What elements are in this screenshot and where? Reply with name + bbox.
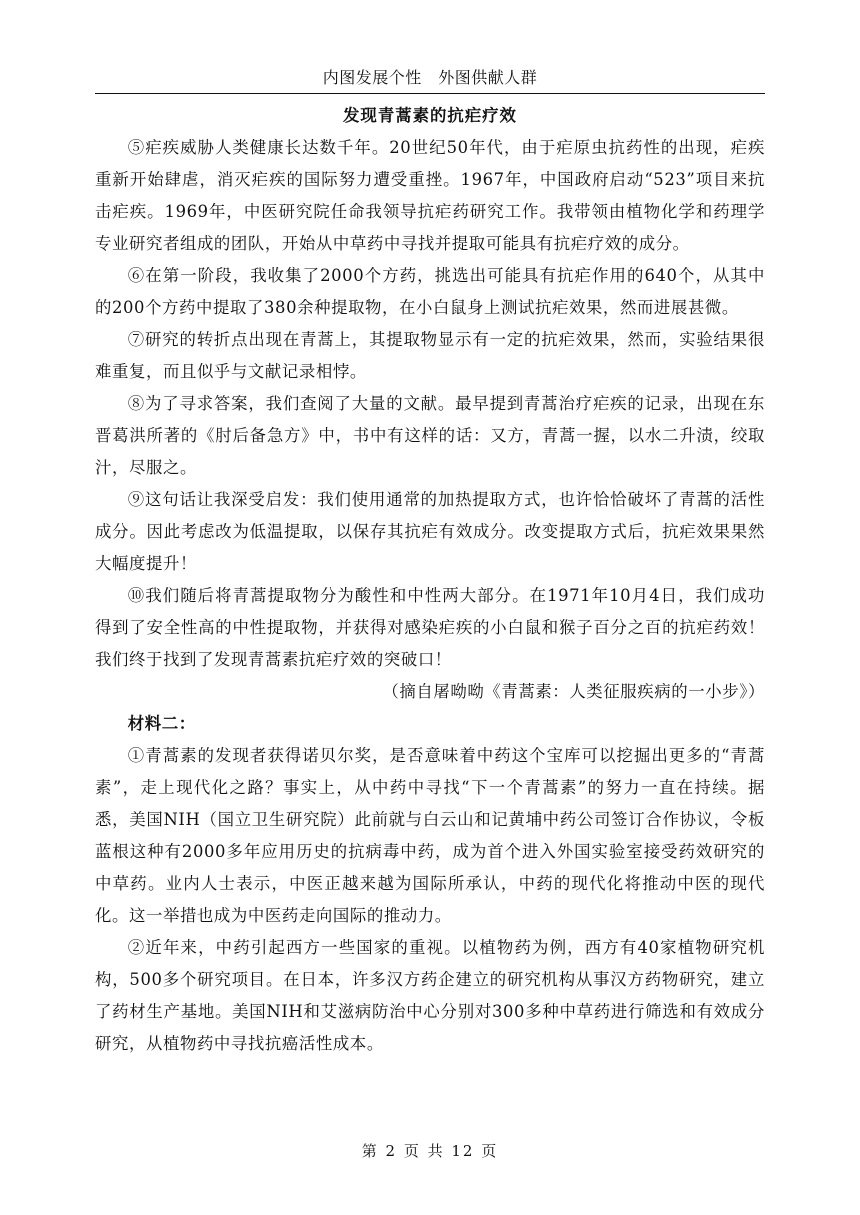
- paragraph-7: ⑦研究的转折点出现在青蒿上，其提取物显示有一定的抗疟效果，然而，实验结果很难重复，而且似乎与文献记录相悖。: [95, 330, 765, 381]
- paragraph-10: ⑩我们随后将青蒿提取物分为酸性和中性两大部分。在1971年10月4日，我们成功得到了安全性高的中性提取物，并获得对感染疟疾的小白鼠和猴子百分之百的抗疟药效！我们终于找到了发现青蒿素抗疟疗效的突破口！: [95, 586, 765, 669]
- material-two-paragraph-1: ①青蒿素的发现者获得诺贝尔奖，是否意味着中药这个宝库可以挖掘出更多的“青蒿素”，走上现代化之路？事实上，从中药中寻找“下一个青蒿素”的努力一直在持续。据悉，美国NIH（国立卫生研究院）此前就与白云山和记黄埔中药公司签订合作协议，令板蓝根这种有2000多年应用历史的抗病毒中药，成为首个进入外国实验室接受药效研究的中草药。业内人士表示，中医正越来越为国际所承认，中药的现代化将推动中医的现代化。这一举措也成为中医药走向国际的推动力。: [95, 746, 765, 925]
- paragraph-8: ⑧为了寻求答案，我们查阅了大量的文献。最早提到青蒿治疗疟疾的记录，出现在东晋葛洪所著的《肘后备急方》中，书中有这样的话：又方，青蒿一握，以水二升渍，绞取汁，尽服之。: [95, 394, 765, 477]
- page-header: 内图发展个性 外图供献人群: [322, 68, 538, 87]
- paragraph-5: ⑤疟疾威胁人类健康长达数千年。20世纪50年代，由于疟原虫抗药性的出现，疟疾重新开始肆虐，消灭疟疾的国际努力遭受重挫。1967年，中国政府启动“523”项目来抗击疟疾。1969年，中医研究院任命我领导抗疟药研究工作。我带领由植物化学和药理学专业研究者组成的团队，开始从中草药中寻找并提取可能具有抗疟疗效的成分。: [95, 138, 765, 253]
- section-heading-material-two: 材料二：: [127, 714, 196, 733]
- paragraph-6: ⑥在第一阶段，我收集了2000个方药，挑选出可能具有抗疟作用的640个，从其中的200个方药中提取了380余种提取物，在小白鼠身上测试抗疟效果，然而进展甚微。: [95, 266, 765, 317]
- paragraph-9: ⑨这句话让我深受启发：我们使用通常的加热提取方式，也许恰恰破坏了青蒿的活性成分。因此考虑改为低温提取，以保存其抗疟有效成分。改变提取方式后，抗疟效果果然大幅度提升！: [95, 490, 765, 573]
- header-divider: [95, 93, 765, 94]
- document-body: [95, 100, 765, 1060]
- article-title: 发现青蒿素的抗疟疗效: [343, 106, 517, 125]
- article-citation: （摘自屠呦呦《青蒿素：人类征服疾病的一小步》）: [382, 682, 765, 701]
- page-number: 第 2 页 共 12 页: [361, 1142, 499, 1160]
- material-two-paragraph-2: ②近年来，中药引起西方一些国家的重视。以植物药为例，西方有40家植物研究机构，500多个研究项目。在日本，许多汉方药企建立的研究机构从事汉方药物研究，建立了药材生产基地。美国NIH和艾滋病防治中心分别对300多种中草药进行筛选和有效成分研究，从植物药中寻找抗癌活性成本。: [95, 938, 765, 1053]
